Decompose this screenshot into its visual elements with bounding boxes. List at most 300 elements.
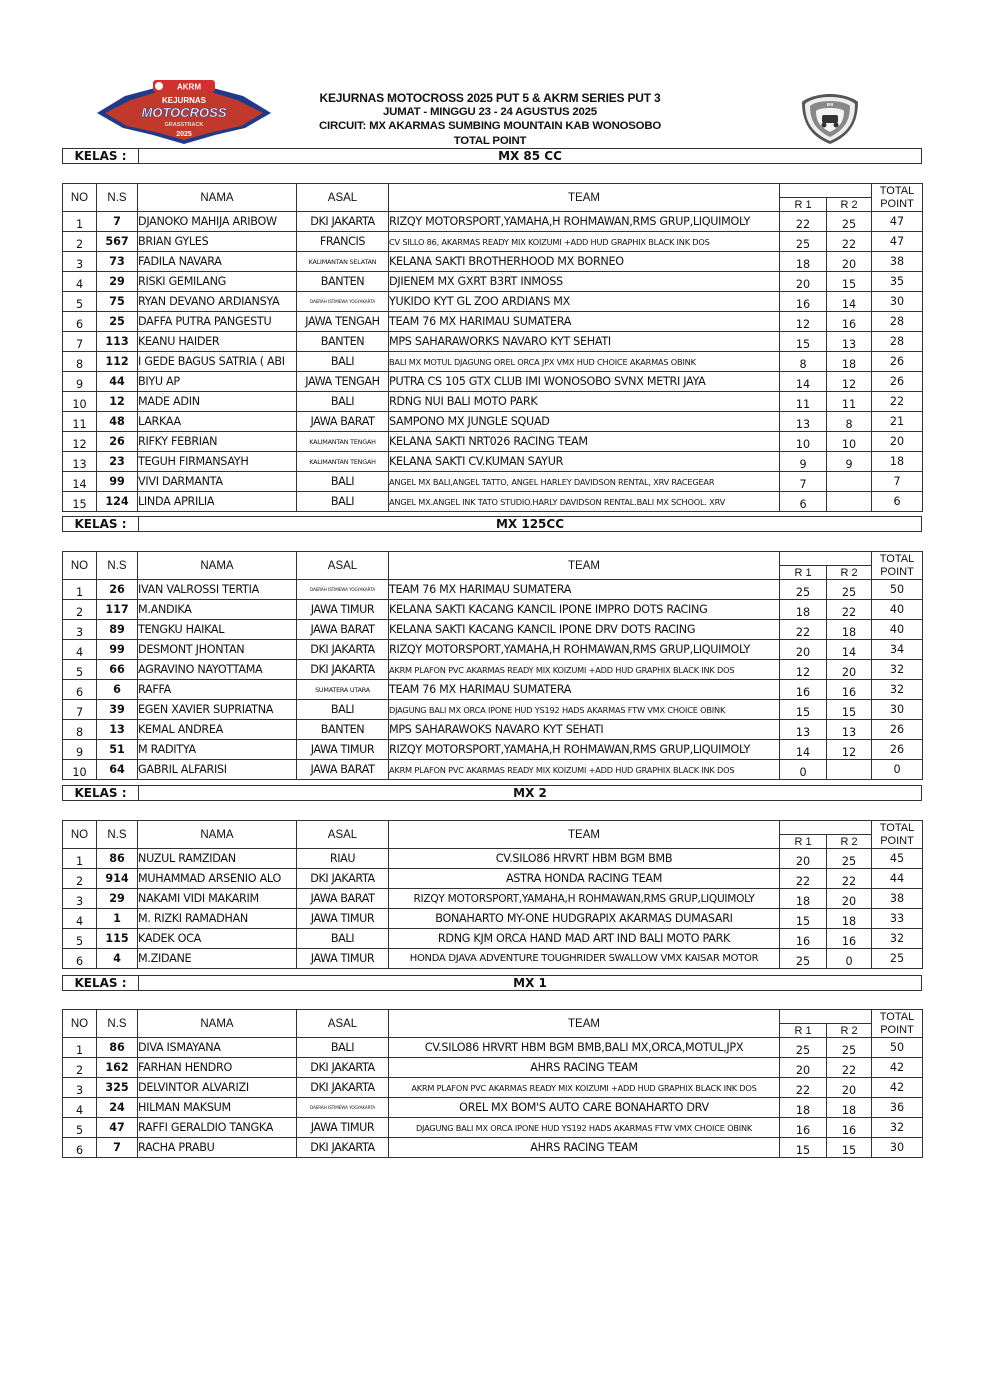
cell-r1: 14 bbox=[780, 372, 827, 392]
cell-team: MPS SAHARAWOKS NAVARO KYT SEHATI bbox=[389, 720, 780, 740]
table-header-row bbox=[63, 821, 923, 835]
cell-r2: 8 bbox=[827, 412, 872, 432]
cell-total-point: 45 bbox=[872, 849, 923, 869]
col-header-total bbox=[872, 184, 923, 212]
kelas-name: MX 85 CC bbox=[498, 149, 562, 163]
table-row bbox=[63, 600, 923, 620]
col-header-r1: R 1 bbox=[780, 566, 827, 580]
cell-r2: 22 bbox=[827, 232, 872, 252]
cell-r2: 16 bbox=[827, 312, 872, 332]
cell-origin: JAWA BARAT bbox=[297, 412, 389, 432]
cell-r1: 12 bbox=[780, 312, 827, 332]
cell-rider-name: RISKI GEMILANG bbox=[138, 272, 297, 292]
cell-start-number: 66 bbox=[97, 660, 138, 680]
cell-origin: FRANCIS bbox=[297, 232, 389, 252]
cell-r1: 14 bbox=[780, 740, 827, 760]
cell-team: YUKIDO KYT GL ZOO ARDIANS MX bbox=[389, 292, 780, 312]
cell-r2 bbox=[827, 760, 872, 780]
cell-origin: BANTEN bbox=[297, 272, 389, 292]
cell-origin: DKI JAKARTA bbox=[297, 1138, 389, 1158]
cell-r2: 18 bbox=[827, 620, 872, 640]
cell-r1: 13 bbox=[780, 412, 827, 432]
cell-start-number: 86 bbox=[97, 1038, 138, 1058]
cell-origin: DKI JAKARTA bbox=[297, 1078, 389, 1098]
kelas-label: KELAS : bbox=[63, 517, 139, 531]
cell-r1: 25 bbox=[780, 1038, 827, 1058]
cell-r2: 12 bbox=[827, 372, 872, 392]
cell-origin: JAWA TENGAH bbox=[297, 372, 389, 392]
logo-motocross-text: MOTOCROSS bbox=[141, 105, 227, 120]
table-row bbox=[63, 580, 923, 600]
cell-team: AHRS RACING TEAM bbox=[389, 1058, 780, 1078]
cell-r1: 18 bbox=[780, 889, 827, 909]
cell-origin: JAWA TIMUR bbox=[297, 1118, 389, 1138]
table-row bbox=[63, 740, 923, 760]
logo-imi-text: IMI bbox=[826, 102, 834, 107]
cell-rider-name: TENGKU HAIKAL bbox=[138, 620, 297, 640]
cell-start-number: 23 bbox=[97, 452, 138, 472]
table-row bbox=[63, 929, 923, 949]
cell-team: AKRM PLAFON PVC AKARMAS READY MIX KOIZUMI +ADD HUD GRAPHIX BLACK INK DOS bbox=[389, 660, 780, 680]
cell-total-point: 28 bbox=[872, 312, 923, 332]
cell-r1: 0 bbox=[780, 760, 827, 780]
col-header-total-line1: TOTAL bbox=[879, 1010, 915, 1023]
table-row bbox=[63, 232, 923, 252]
table-row bbox=[63, 1138, 923, 1158]
cell-r1: 12 bbox=[780, 660, 827, 680]
cell-total-point: 32 bbox=[872, 680, 923, 700]
cell-start-number: 914 bbox=[97, 869, 138, 889]
cell-r2: 20 bbox=[827, 1078, 872, 1098]
cell-r1: 18 bbox=[780, 1098, 827, 1118]
cell-origin: DKI JAKARTA bbox=[297, 1058, 389, 1078]
cell-origin: KALIMANTAN SELATAN bbox=[297, 252, 389, 272]
cell-total-point: 22 bbox=[872, 392, 923, 412]
cell-team: DJAGUNG BALI MX ORCA IPONE HUD YS192 HADS AKARMAS FTW VMX CHOICE OBINK bbox=[389, 700, 780, 720]
cell-start-number: 47 bbox=[97, 1118, 138, 1138]
cell-start-number: 13 bbox=[97, 720, 138, 740]
col-header-total bbox=[872, 552, 923, 580]
table-header-row bbox=[63, 184, 923, 198]
cell-origin: BALI bbox=[297, 1038, 389, 1058]
table-row bbox=[63, 760, 923, 780]
col-header-total-line2: POINT bbox=[880, 565, 914, 578]
table-row bbox=[63, 432, 923, 452]
table-row bbox=[63, 292, 923, 312]
col-header-asal: ASAL bbox=[297, 821, 389, 849]
cell-total-point: 28 bbox=[872, 332, 923, 352]
kelas-name: MX 125CC bbox=[495, 517, 565, 531]
document-header bbox=[0, 0, 983, 150]
cell-team: RIZQY MOTORSPORT,YAMAHA,H ROHMAWAN,RMS GRUP,LIQUIMOLY bbox=[389, 640, 780, 660]
cell-r2: 18 bbox=[827, 352, 872, 372]
cell-origin: KALIMANTAN TENGAH bbox=[297, 432, 389, 452]
cell-team: ASTRA HONDA RACING TEAM bbox=[389, 869, 780, 889]
cell-team: CV.SILO86 HRVRT HBM BGM BMB,BALI MX,ORCA,MOTUL,JPX bbox=[389, 1038, 780, 1058]
table-row bbox=[63, 472, 923, 492]
cell-rider-name: DJANOKO MAHIJA ARIBOW bbox=[138, 212, 297, 232]
cell-no: 1 bbox=[63, 1038, 97, 1058]
cell-origin: BALI bbox=[297, 492, 389, 512]
cell-no: 5 bbox=[63, 1118, 97, 1138]
cell-r1: 22 bbox=[780, 1078, 827, 1098]
cell-r2: 13 bbox=[827, 720, 872, 740]
table-row bbox=[63, 680, 923, 700]
kelas-name: MX 1 bbox=[513, 976, 547, 990]
cell-no: 9 bbox=[63, 740, 97, 760]
cell-start-number: 48 bbox=[97, 412, 138, 432]
cell-no: 2 bbox=[63, 600, 97, 620]
cell-total-point: 50 bbox=[872, 1038, 923, 1058]
cell-total-point: 26 bbox=[872, 372, 923, 392]
cell-no: 12 bbox=[63, 432, 97, 452]
table-row bbox=[63, 720, 923, 740]
cell-r1: 25 bbox=[780, 949, 827, 969]
cell-r2: 15 bbox=[827, 700, 872, 720]
col-header-rounds bbox=[780, 821, 872, 835]
cell-no: 4 bbox=[63, 1098, 97, 1118]
cell-r1: 7 bbox=[780, 472, 827, 492]
cell-team: BALI MX MOTUL DJAGUNG OREL ORCA JPX VMX HUD CHOICE AKARMAS OBINK bbox=[389, 352, 780, 372]
cell-r1: 6 bbox=[780, 492, 827, 512]
cell-start-number: 75 bbox=[97, 292, 138, 312]
col-header-r2: R 2 bbox=[827, 835, 872, 849]
col-header-r2: R 2 bbox=[827, 566, 872, 580]
cell-rider-name: GABRIL ALFARISI bbox=[138, 760, 297, 780]
cell-total-point: 33 bbox=[872, 909, 923, 929]
col-header-total-line1: TOTAL bbox=[879, 184, 915, 197]
col-header-r2: R 2 bbox=[827, 1024, 872, 1038]
cell-r2: 15 bbox=[827, 1138, 872, 1158]
cell-rider-name: I GEDE BAGUS SATRIA ( ABI bbox=[138, 352, 297, 372]
table-header-row bbox=[63, 552, 923, 566]
cell-origin: BALI bbox=[297, 472, 389, 492]
logo-year-text: 2025 bbox=[176, 131, 192, 138]
cell-r1: 13 bbox=[780, 720, 827, 740]
col-header-nama: NAMA bbox=[138, 821, 297, 849]
cell-no: 1 bbox=[63, 580, 97, 600]
cell-no: 4 bbox=[63, 640, 97, 660]
col-header-team: TEAM bbox=[389, 184, 780, 212]
cell-rider-name: TEGUH FIRMANSAYH bbox=[138, 452, 297, 472]
results-table bbox=[62, 551, 923, 780]
cell-no: 11 bbox=[63, 412, 97, 432]
cell-r1: 18 bbox=[780, 600, 827, 620]
cell-r2: 22 bbox=[827, 1058, 872, 1078]
table-row bbox=[63, 700, 923, 720]
cell-r2: 13 bbox=[827, 332, 872, 352]
cell-total-point: 20 bbox=[872, 432, 923, 452]
cell-r1: 16 bbox=[780, 292, 827, 312]
cell-rider-name: RIFKY FEBRIAN bbox=[138, 432, 297, 452]
cell-team: KELANA SAKTI CV.KUMAN SAYUR bbox=[389, 452, 780, 472]
kelas-label: KELAS : bbox=[63, 786, 139, 800]
cell-start-number: 64 bbox=[97, 760, 138, 780]
event-dates: JUMAT - MINGGU 23 - 24 AGUSTUS 2025 bbox=[383, 106, 597, 119]
cell-origin: DKI JAKARTA bbox=[297, 660, 389, 680]
cell-rider-name: BIYU AP bbox=[138, 372, 297, 392]
cell-origin: DKI JAKARTA bbox=[297, 869, 389, 889]
cell-r1: 10 bbox=[780, 432, 827, 452]
cell-team: TEAM 76 MX HARIMAU SUMATERA bbox=[389, 312, 780, 332]
cell-no: 4 bbox=[63, 909, 97, 929]
cell-team: RIZQY MOTORSPORT,YAMAHA,H ROHMAWAN,RMS GRUP,LIQUIMOLY bbox=[389, 740, 780, 760]
results-table bbox=[62, 820, 923, 969]
cell-total-point: 26 bbox=[872, 352, 923, 372]
col-header-ns: N.S bbox=[97, 552, 138, 580]
logo-akrm-text: AKRM bbox=[177, 82, 201, 92]
table-row bbox=[63, 352, 923, 372]
cell-no: 8 bbox=[63, 720, 97, 740]
cell-rider-name: M. RIZKI RAMADHAN bbox=[138, 909, 297, 929]
cell-start-number: 39 bbox=[97, 700, 138, 720]
cell-rider-name: LINDA APRILIA bbox=[138, 492, 297, 512]
cell-rider-name: AGRAVINO NAYOTTAMA bbox=[138, 660, 297, 680]
cell-total-point: 32 bbox=[872, 660, 923, 680]
cell-team: ANGEL MX BALI,ANGEL TATTO, ANGEL HARLEY DAVIDSON RENTAL, XRV RACEGEAR bbox=[389, 472, 780, 492]
cell-r1: 16 bbox=[780, 1118, 827, 1138]
cell-team: DJIENEM MX GXRT B3RT INMOSS bbox=[389, 272, 780, 292]
cell-r2: 25 bbox=[827, 849, 872, 869]
cell-start-number: 113 bbox=[97, 332, 138, 352]
cell-rider-name: IVAN VALROSSI TERTIA bbox=[138, 580, 297, 600]
cell-total-point: 0 bbox=[872, 760, 923, 780]
cell-rider-name: M.ANDIKA bbox=[138, 600, 297, 620]
cell-r2: 16 bbox=[827, 929, 872, 949]
cell-total-point: 34 bbox=[872, 640, 923, 660]
cell-total-point: 47 bbox=[872, 212, 923, 232]
cell-rider-name: VIVI DARMANTA bbox=[138, 472, 297, 492]
table-row bbox=[63, 212, 923, 232]
cell-origin: JAWA TIMUR bbox=[297, 600, 389, 620]
cell-start-number: 29 bbox=[97, 272, 138, 292]
cell-total-point: 30 bbox=[872, 292, 923, 312]
table-row bbox=[63, 372, 923, 392]
cell-rider-name: BRIAN GYLES bbox=[138, 232, 297, 252]
cell-total-point: 6 bbox=[872, 492, 923, 512]
table-row bbox=[63, 1098, 923, 1118]
cell-r1: 9 bbox=[780, 452, 827, 472]
cell-team: KELANA SAKTI NRT026 RACING TEAM bbox=[389, 432, 780, 452]
col-header-total-line2: POINT bbox=[880, 834, 914, 847]
cell-no: 6 bbox=[63, 949, 97, 969]
cell-no: 10 bbox=[63, 760, 97, 780]
cell-no: 7 bbox=[63, 700, 97, 720]
cell-r2: 16 bbox=[827, 1118, 872, 1138]
cell-total-point: 44 bbox=[872, 869, 923, 889]
col-header-team: TEAM bbox=[389, 821, 780, 849]
cell-origin: BANTEN bbox=[297, 332, 389, 352]
table-row bbox=[63, 272, 923, 292]
cell-r1: 18 bbox=[780, 252, 827, 272]
cell-r2: 9 bbox=[827, 452, 872, 472]
cell-no: 2 bbox=[63, 869, 97, 889]
event-circuit: CIRCUIT: MX AKARMAS SUMBING MOUNTAIN KAB WONOSOBO bbox=[318, 120, 662, 133]
col-header-rounds bbox=[780, 552, 872, 566]
cell-team: TEAM 76 MX HARIMAU SUMATERA bbox=[389, 580, 780, 600]
cell-rider-name: RAFFI GERALDIO TANGKA bbox=[138, 1118, 297, 1138]
col-header-nama: NAMA bbox=[138, 552, 297, 580]
report-subtitle: TOTAL POINT bbox=[453, 134, 527, 147]
cell-r1: 22 bbox=[780, 620, 827, 640]
cell-total-point: 35 bbox=[872, 272, 923, 292]
col-header-asal: ASAL bbox=[297, 184, 389, 212]
table-row bbox=[63, 1118, 923, 1138]
cell-start-number: 24 bbox=[97, 1098, 138, 1118]
cell-r1: 15 bbox=[780, 1138, 827, 1158]
cell-origin: BALI bbox=[297, 929, 389, 949]
table-row bbox=[63, 1078, 923, 1098]
cell-no: 6 bbox=[63, 312, 97, 332]
cell-total-point: 47 bbox=[872, 232, 923, 252]
col-header-total-line1: TOTAL bbox=[879, 821, 915, 834]
cell-origin: JAWA BARAT bbox=[297, 760, 389, 780]
cell-r2 bbox=[827, 472, 872, 492]
results-table bbox=[62, 183, 923, 512]
cell-r2: 22 bbox=[827, 600, 872, 620]
col-header-nama: NAMA bbox=[138, 1010, 297, 1038]
cell-start-number: 99 bbox=[97, 640, 138, 660]
cell-rider-name: HILMAN MAKSUM bbox=[138, 1098, 297, 1118]
cell-no: 9 bbox=[63, 372, 97, 392]
cell-rider-name: NAKAMI VIDI MAKARIM bbox=[138, 889, 297, 909]
col-header-total-line2: POINT bbox=[880, 1023, 914, 1036]
table-row bbox=[63, 392, 923, 412]
cell-total-point: 26 bbox=[872, 720, 923, 740]
cell-team: RIZQY MOTORSPORT,YAMAHA,H ROHMAWAN,RMS GRUP,LIQUIMOLY bbox=[389, 889, 780, 909]
cell-no: 3 bbox=[63, 889, 97, 909]
cell-origin: JAWA TENGAH bbox=[297, 312, 389, 332]
cell-start-number: 4 bbox=[97, 949, 138, 969]
cell-total-point: 30 bbox=[872, 1138, 923, 1158]
cell-team: OREL MX BOM'S AUTO CARE BONAHARTO DRV bbox=[389, 1098, 780, 1118]
kelas-bar bbox=[62, 975, 922, 991]
kelas-label: KELAS : bbox=[63, 149, 139, 163]
cell-total-point: 18 bbox=[872, 452, 923, 472]
col-header-no: NO bbox=[63, 1010, 97, 1038]
cell-no: 3 bbox=[63, 1078, 97, 1098]
cell-origin: DAERAH ISTIMEWA YOGYAKARTA bbox=[297, 1098, 389, 1118]
cell-no: 3 bbox=[63, 252, 97, 272]
cell-origin: DAERAH ISTIMEWA YOGYAKARTA bbox=[297, 580, 389, 600]
cell-start-number: 73 bbox=[97, 252, 138, 272]
cell-r1: 22 bbox=[780, 869, 827, 889]
cell-total-point: 21 bbox=[872, 412, 923, 432]
cell-no: 5 bbox=[63, 292, 97, 312]
cell-r1: 20 bbox=[780, 640, 827, 660]
cell-r1: 16 bbox=[780, 929, 827, 949]
table-row bbox=[63, 312, 923, 332]
cell-start-number: 567 bbox=[97, 232, 138, 252]
col-header-no: NO bbox=[63, 821, 97, 849]
cell-r1: 20 bbox=[780, 272, 827, 292]
cell-rider-name: FADILA NAVARA bbox=[138, 252, 297, 272]
cell-team: HONDA DJAVA ADVENTURE TOUGHRIDER SWALLOW VMX KAISAR MOTOR bbox=[389, 949, 780, 969]
cell-team: RIZQY MOTORSPORT,YAMAHA,H ROHMAWAN,RMS GRUP,LIQUIMOLY bbox=[389, 212, 780, 232]
kelas-bar bbox=[62, 785, 922, 801]
table-row bbox=[63, 332, 923, 352]
kelas-bar bbox=[62, 516, 922, 532]
cell-team: AKRM PLAFON PVC AKARMAS READY MIX KOIZUMI +ADD HUD GRAPHIX BLACK INK DOS bbox=[389, 760, 780, 780]
cell-team: KELANA SAKTI KACANG KANCIL IPONE DRV DOTS RACING bbox=[389, 620, 780, 640]
cell-rider-name: DIVA ISMAYANA bbox=[138, 1038, 297, 1058]
cell-no: 4 bbox=[63, 272, 97, 292]
col-header-asal: ASAL bbox=[297, 552, 389, 580]
cell-rider-name: NUZUL RAMZIDAN bbox=[138, 849, 297, 869]
cell-origin: BALI bbox=[297, 352, 389, 372]
cell-start-number: 112 bbox=[97, 352, 138, 372]
cell-rider-name: EGEN XAVIER SUPRIATNA bbox=[138, 700, 297, 720]
col-header-team: TEAM bbox=[389, 552, 780, 580]
cell-r2: 22 bbox=[827, 869, 872, 889]
cell-no: 2 bbox=[63, 232, 97, 252]
event-title: KEJURNAS MOTOCROSS 2025 PUT 5 & AKRM SERIES PUT 3 bbox=[319, 91, 661, 105]
kelas-bar bbox=[62, 148, 922, 164]
cell-rider-name: MUHAMMAD ARSENIO ALO bbox=[138, 869, 297, 889]
cell-team: RDNG NUI BALI MOTO PARK bbox=[389, 392, 780, 412]
cell-team: AHRS RACING TEAM bbox=[389, 1138, 780, 1158]
cell-no: 1 bbox=[63, 212, 97, 232]
cell-start-number: 115 bbox=[97, 929, 138, 949]
col-header-total-line2: POINT bbox=[880, 197, 914, 210]
cell-start-number: 86 bbox=[97, 849, 138, 869]
col-header-r1: R 1 bbox=[780, 198, 827, 212]
col-header-total-line1: TOTAL bbox=[879, 552, 915, 565]
cell-total-point: 40 bbox=[872, 620, 923, 640]
cell-team: MPS SAHARAWORKS NAVARO KYT SEHATI bbox=[389, 332, 780, 352]
cell-total-point: 30 bbox=[872, 700, 923, 720]
cell-r2: 15 bbox=[827, 272, 872, 292]
col-header-r1: R 1 bbox=[780, 1024, 827, 1038]
cell-start-number: 29 bbox=[97, 889, 138, 909]
table-row bbox=[63, 252, 923, 272]
col-header-total bbox=[872, 821, 923, 849]
col-header-ns: N.S bbox=[97, 184, 138, 212]
title-block bbox=[250, 91, 730, 148]
cell-total-point: 7 bbox=[872, 472, 923, 492]
cell-rider-name: DELVINTOR ALVARIZI bbox=[138, 1078, 297, 1098]
cell-r1: 15 bbox=[780, 700, 827, 720]
cell-no: 13 bbox=[63, 452, 97, 472]
cell-team: AKRM PLAFON PVC AKARMAS READY MIX KOIZUMI +ADD HUD GRAPHIX BLACK INK DOS bbox=[389, 1078, 780, 1098]
imi-shield-logo bbox=[800, 92, 860, 146]
table-row bbox=[63, 849, 923, 869]
cell-start-number: 26 bbox=[97, 580, 138, 600]
cell-r1: 8 bbox=[780, 352, 827, 372]
cell-origin: JAWA TIMUR bbox=[297, 949, 389, 969]
cell-team: BONAHARTO MY-ONE HUDGRAPIX AKARMAS DUMASARI bbox=[389, 909, 780, 929]
cell-r1: 22 bbox=[780, 212, 827, 232]
cell-no: 6 bbox=[63, 680, 97, 700]
cell-total-point: 38 bbox=[872, 889, 923, 909]
cell-start-number: 7 bbox=[97, 212, 138, 232]
kelas-name: MX 2 bbox=[513, 786, 547, 800]
col-header-rounds bbox=[780, 1010, 872, 1024]
cell-rider-name: RAFFA bbox=[138, 680, 297, 700]
cell-r2: 25 bbox=[827, 1038, 872, 1058]
col-header-no: NO bbox=[63, 184, 97, 212]
cell-start-number: 162 bbox=[97, 1058, 138, 1078]
cell-origin: JAWA BARAT bbox=[297, 620, 389, 640]
cell-start-number: 6 bbox=[97, 680, 138, 700]
cell-team: DJAGUNG BALI MX ORCA IPONE HUD YS192 HADS AKARMAS FTW VMX CHOICE OBINK bbox=[389, 1118, 780, 1138]
table-row bbox=[63, 640, 923, 660]
cell-team: KELANA SAKTI KACANG KANCIL IPONE IMPRO DOTS RACING bbox=[389, 600, 780, 620]
table-row bbox=[63, 452, 923, 472]
cell-r2 bbox=[827, 492, 872, 512]
results-table bbox=[62, 1009, 923, 1158]
table-row bbox=[63, 949, 923, 969]
